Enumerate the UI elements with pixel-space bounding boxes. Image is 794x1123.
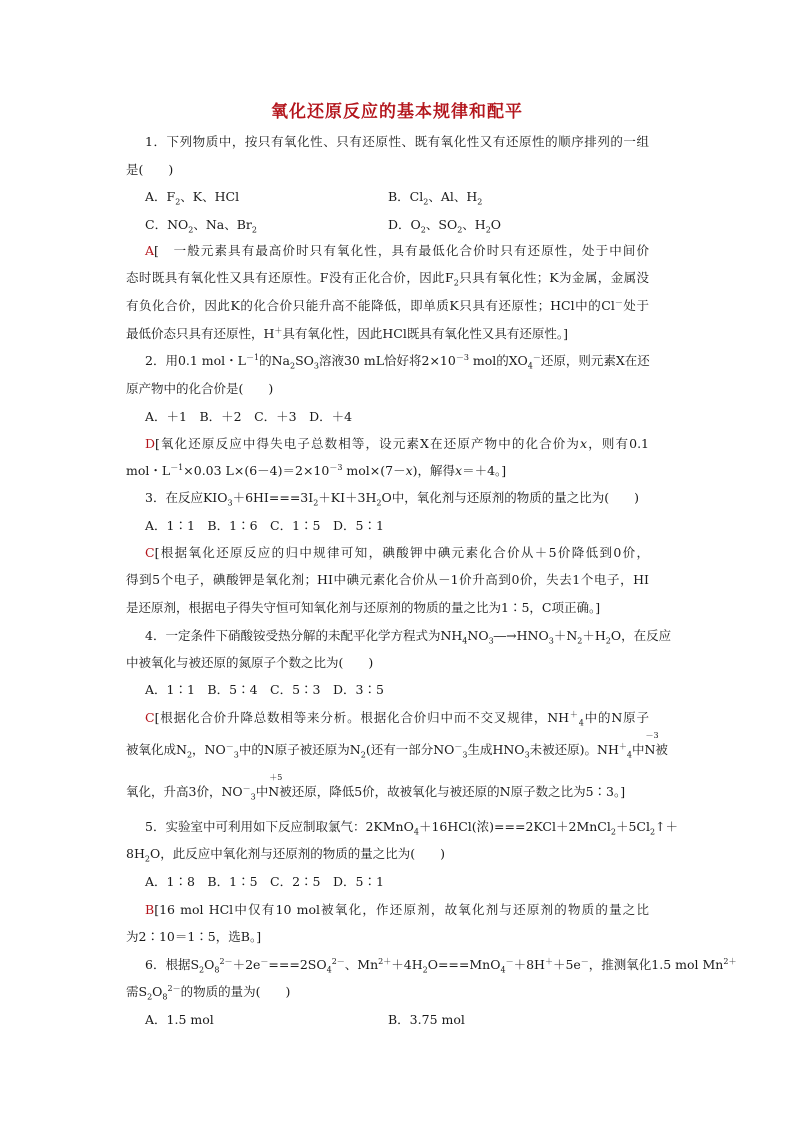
q3-explanation-line1: C[根据氧化还原反应的归中规律可知，碘酸钾中碘元素化合价从＋5价降低到0价，	[145, 545, 649, 560]
q1-answer: A	[145, 243, 155, 258]
q1-option-c: C．$NO_2$、Na、$Br_2$	[145, 217, 257, 235]
q1-explanation-line4: 最低价态只具有还原性，H＋具有氧化性，因此HCl既具有氧化性又具有还原性。]	[126, 325, 568, 341]
q4-stem-line2: 中被氧化与被还原的氮原子个数之比为( )	[126, 655, 374, 670]
q1-option-d: D．$O_2$、$SO_2$、$H_2O$	[388, 217, 502, 235]
q2-answer: D	[145, 436, 156, 451]
q1-explanation-line1: A[ 一般元素具有最高价时只有氧化性，具有最低化合价时只有还原性，处于中间价	[145, 243, 649, 258]
q2-explanation-line1: D[氧化还原反应中得失电子总数相等，设元素X在还原产物中的化合价为x，则有0.1	[145, 436, 649, 451]
q2-options: A．＋1 B．＋2 C．＋3 D．＋4	[145, 409, 353, 424]
q4-answer: C	[145, 710, 155, 725]
q3-explanation-line3: 是还原剂，根据电子得失守恒可知氧化剂与还原剂的物质的量之比为1∶5，C项正确。]	[126, 600, 601, 615]
n-minus3-mark: －3 N	[644, 731, 659, 757]
q1-stem-line2: 是( )	[126, 162, 174, 177]
q6-stem-line2: 需$S_2O_8^{2-}$的物质的量为( )	[126, 983, 291, 1002]
q2-explanation-line2: mol・$L^{-1}\times 0.03$ $L\times(6-4)=2\times 10^{-3}$ mol×(7－x)，解得x＝＋4。]	[126, 462, 507, 478]
q5-explanation-line2: 为2∶10＝1∶5，选B。]	[126, 929, 262, 944]
n-plus5-mark: ＋5 N	[268, 773, 283, 799]
q3-explanation-line2: 得到5个电子，碘酸钾是氧化剂；HI中碘元素化合价从－1价升高到0价，失去1个电子，HI	[126, 572, 649, 587]
q5-options: A．1∶8 B．1∶5 C．2∶5 D．5∶1	[145, 874, 384, 889]
q4-explanation-line3: 氧化，升高3价，$NO^-_3$中 ＋5 N被还原，降低5价，故被氧化与被还原的N原子数之比为5∶3。]	[126, 773, 626, 802]
q1-explanation-line3: 有负化合价，因此K的化合价只能升高不能降低，即单质K只具有还原性；HCl中的Cl－处于	[126, 297, 649, 313]
q5-explanation-line1: B[16 mol HCl中仅有10 mol被氧化，作还原剂，故氧化剂与还原剂的物质的量之比	[145, 902, 649, 917]
q6-option-a: A．1.5 mol	[145, 1012, 214, 1027]
q4-stem-line1: 4．一定条件下硝酸铵受热分解的未配平化学方程式为$NH_4NO_3―\to HNO_3+N_2+H_2O$，在反应	[145, 628, 672, 646]
q5-stem-line1: 5．实验室中可利用如下反应制取氯气：2KMnO$_4$＋16HCl(浓)$===2KCl+2MnCl_2+5Cl_2↑+$	[145, 819, 679, 837]
q3-stem: 3．在反应$KIO_3+6HI===3I_2+KI+3H_2O$中，氧化剂与还原剂的物质的量之比为( )	[145, 490, 640, 508]
q4-explanation-line1: C[根据化合价升降总数相等来分析。根据化合价归中而不交叉规律，$NH^+_4$中的N原子	[145, 709, 649, 728]
q5-answer: B	[145, 902, 155, 917]
q1-option-b: B．$Cl_2$、Al、$H_2$	[388, 189, 483, 207]
q5-stem-line2: $8H_2O$，此反应中氧化剂与还原剂的物质的量之比为( )	[126, 846, 445, 864]
q3-answer: C	[145, 545, 155, 560]
q2-stem-line2: 原产物中的化合价是( )	[126, 381, 274, 396]
q3-options: A．1∶1 B．1∶6 C．1∶5 D．5∶1	[145, 518, 384, 533]
q4-options: A．1∶1 B．5∶4 C．5∶3 D．3∶5	[145, 682, 384, 697]
q6-option-b: B．3.75 mol	[388, 1012, 465, 1027]
q1-stem-line1: 1．下列物质中，按只有氧化性、只有还原性、既有氧化性又有还原性的顺序排列的一组	[145, 134, 649, 149]
q4-explanation-line2: 被氧化成$N_2$，$NO^-_3$中的N原子被还原为$N_2$(还有一部分$NO^-_3$生成$HNO_3$未被还原)。$NH^+_4$中 －3 N被	[126, 731, 668, 760]
q2-stem-line1: 2．用0.1 mol・$L^{-1}$的$Na_2SO_3$溶液30 mL恰好将$2\times 10^{-3}$ mol的$XO_4^-$还原，则元素X在还	[145, 352, 650, 371]
q1-explanation-line2: 态时既具有氧化性又具有还原性。F没有正化合价，因此$F_2$只具有氧化性；K为金属，金属没	[126, 270, 649, 288]
page-title: 氧化还原反应的基本规律和配平	[271, 102, 523, 122]
q1-option-a: A．$F_2$、K、HCl	[145, 189, 240, 207]
q6-stem-line1: 6．根据$S_2O_8^{2-}+2e^-===2SO_4^{2-}$、$Mn^{2+}+4H_2O===MnO_4^-+8H^++5e^-$，推测氧化1.5 mol $Mn^{2+}$	[145, 956, 737, 975]
